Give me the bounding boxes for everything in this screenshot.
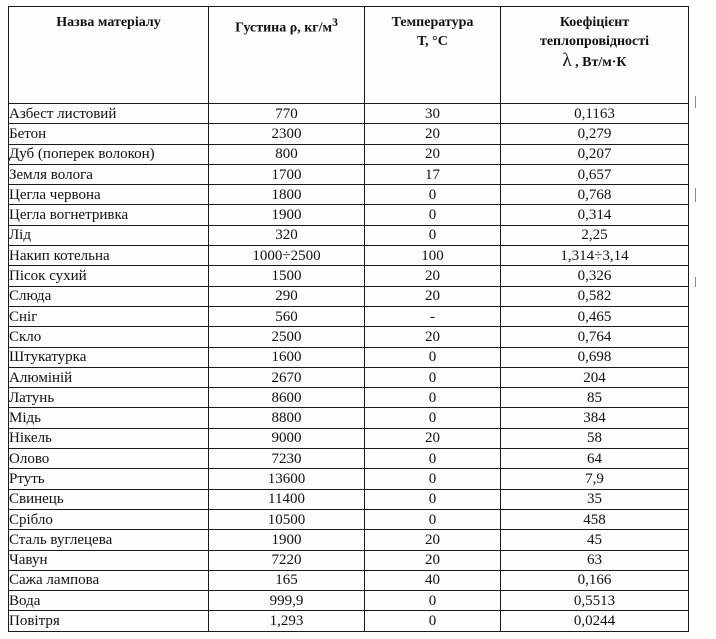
scan-edge-mark — [695, 188, 696, 202]
cell-temperature: 0 — [365, 185, 501, 205]
cell-density: 1800 — [209, 185, 365, 205]
cell-conductivity: 63 — [501, 550, 689, 570]
header-temperature-line1: Температура — [391, 15, 474, 30]
table-row — [9, 509, 689, 529]
cell-temperature: 20 — [365, 144, 501, 164]
cell-conductivity: 85 — [501, 388, 689, 408]
table-row — [9, 266, 689, 286]
table-row — [9, 124, 689, 144]
cell-conductivity: 0,657 — [501, 164, 689, 184]
cell-density: 290 — [209, 286, 365, 306]
table-row — [9, 570, 689, 590]
cell-temperature: 17 — [365, 164, 501, 184]
table-row — [9, 347, 689, 367]
header-temperature-line2: Т, °С — [417, 34, 448, 49]
cell-temperature: 20 — [365, 428, 501, 448]
cell-density: 560 — [209, 306, 365, 326]
cell-conductivity: 0,5513 — [501, 591, 689, 611]
cell-temperature: 0 — [365, 469, 501, 489]
cell-conductivity: 35 — [501, 489, 689, 509]
table-row — [9, 469, 689, 489]
table-row — [9, 286, 689, 306]
cell-conductivity: 58 — [501, 428, 689, 448]
cell-material-name: Алюміній — [9, 367, 209, 387]
cell-material-name: Ртуть — [9, 469, 209, 489]
cell-density: 800 — [209, 144, 365, 164]
cell-density: 1700 — [209, 164, 365, 184]
cell-temperature: 20 — [365, 550, 501, 570]
cell-density: 165 — [209, 570, 365, 590]
header-material-name-text: Назва матеріалу — [56, 15, 161, 30]
table-row — [9, 388, 689, 408]
cell-material-name: Дуб (поперек волокон) — [9, 144, 209, 164]
cell-temperature: 0 — [365, 205, 501, 225]
cell-material-name: Пісок сухий — [9, 266, 209, 286]
cell-density: 11400 — [209, 489, 365, 509]
table-row — [9, 327, 689, 347]
table-row — [9, 611, 689, 631]
header-density-text: Густина ρ, кг/м — [235, 20, 333, 36]
cell-conductivity: 0,1163 — [501, 104, 689, 124]
cell-temperature: 0 — [365, 408, 501, 428]
table-row — [9, 428, 689, 448]
cell-conductivity: 7,9 — [501, 469, 689, 489]
cell-material-name: Чавун — [9, 550, 209, 570]
cell-density: 320 — [209, 225, 365, 245]
cell-material-name: Мідь — [9, 408, 209, 428]
cell-temperature: 20 — [365, 266, 501, 286]
cell-material-name: Сталь вуглецева — [9, 530, 209, 550]
table-row — [9, 104, 689, 124]
header-conductivity-line2: теплопровідності — [539, 34, 650, 49]
cell-material-name: Латунь — [9, 388, 209, 408]
table-row — [9, 225, 689, 245]
cell-temperature: 40 — [365, 570, 501, 590]
cell-temperature: 0 — [365, 367, 501, 387]
cell-material-name: Штукатурка — [9, 347, 209, 367]
header-conductivity — [501, 7, 689, 104]
cell-temperature: 20 — [365, 124, 501, 144]
cell-density: 9000 — [209, 428, 365, 448]
cell-temperature: 20 — [365, 286, 501, 306]
cell-density: 2300 — [209, 124, 365, 144]
thermal-conductivity-table — [8, 6, 689, 632]
header-temperature — [365, 7, 501, 104]
cell-material-name: Земля волога — [9, 164, 209, 184]
cell-conductivity: 0,207 — [501, 144, 689, 164]
header-row — [9, 7, 689, 104]
cell-material-name: Нікель — [9, 428, 209, 448]
cell-density: 1500 — [209, 266, 365, 286]
lambda-symbol: λ — [562, 50, 572, 71]
cell-conductivity: 45 — [501, 530, 689, 550]
cell-temperature: 0 — [365, 225, 501, 245]
header-material-name — [9, 7, 209, 104]
cell-conductivity: 0,166 — [501, 570, 689, 590]
cell-density: 2500 — [209, 327, 365, 347]
cell-conductivity: 64 — [501, 449, 689, 469]
table-row — [9, 408, 689, 428]
cell-temperature: 0 — [365, 591, 501, 611]
table-row — [9, 306, 689, 326]
cell-conductivity: 0,326 — [501, 266, 689, 286]
cell-density: 1600 — [209, 347, 365, 367]
cell-conductivity: 0,314 — [501, 205, 689, 225]
cell-material-name: Повітря — [9, 611, 209, 631]
cell-density: 7230 — [209, 449, 365, 469]
table-row — [9, 246, 689, 266]
table-row — [9, 205, 689, 225]
table-row — [9, 591, 689, 611]
table-row — [9, 164, 689, 184]
cell-density: 770 — [209, 104, 365, 124]
cell-material-name: Срібло — [9, 509, 209, 529]
cell-material-name: Бетон — [9, 124, 209, 144]
cell-density: 1900 — [209, 530, 365, 550]
header-conductivity-unit: , Вт/м·К — [571, 55, 627, 70]
cell-material-name: Накип котельна — [9, 246, 209, 266]
cell-density: 13600 — [209, 469, 365, 489]
table-row — [9, 489, 689, 509]
cell-conductivity: 0,698 — [501, 347, 689, 367]
table-row — [9, 530, 689, 550]
cell-material-name: Сніг — [9, 306, 209, 326]
cell-material-name: Сажа лампова — [9, 570, 209, 590]
cell-material-name: Олово — [9, 449, 209, 469]
cell-material-name: Цегла вогнетривка — [9, 205, 209, 225]
table-row — [9, 449, 689, 469]
cell-density: 10500 — [209, 509, 365, 529]
scan-edge-mark — [695, 277, 696, 287]
cell-material-name: Скло — [9, 327, 209, 347]
cell-temperature: 0 — [365, 388, 501, 408]
cell-conductivity: 2,25 — [501, 225, 689, 245]
cell-temperature: 20 — [365, 530, 501, 550]
table-body — [9, 104, 689, 632]
cell-density: 1900 — [209, 205, 365, 225]
cell-temperature: 0 — [365, 449, 501, 469]
cell-temperature: 30 — [365, 104, 501, 124]
cell-density: 8800 — [209, 408, 365, 428]
cell-density: 1000÷2500 — [209, 246, 365, 266]
cell-temperature: 0 — [365, 347, 501, 367]
cell-conductivity: 0,768 — [501, 185, 689, 205]
cell-density: 1,293 — [209, 611, 365, 631]
cell-temperature: 20 — [365, 327, 501, 347]
cell-conductivity: 0,465 — [501, 306, 689, 326]
cell-temperature: - — [365, 306, 501, 326]
cell-material-name: Вода — [9, 591, 209, 611]
cell-material-name: Слюда — [9, 286, 209, 306]
scan-edge-mark — [695, 96, 696, 108]
cell-temperature: 0 — [365, 611, 501, 631]
cell-material-name: Азбест листовий — [9, 104, 209, 124]
table-row — [9, 144, 689, 164]
cell-conductivity: 0,582 — [501, 286, 689, 306]
cell-conductivity: 0,764 — [501, 327, 689, 347]
header-density-exponent: 3 — [332, 16, 338, 29]
cell-conductivity: 204 — [501, 367, 689, 387]
cell-temperature: 0 — [365, 489, 501, 509]
cell-density: 8600 — [209, 388, 365, 408]
cell-conductivity: 458 — [501, 509, 689, 529]
cell-conductivity: 384 — [501, 408, 689, 428]
cell-material-name: Свинець — [9, 489, 209, 509]
cell-density: 2670 — [209, 367, 365, 387]
cell-conductivity: 0,279 — [501, 124, 689, 144]
cell-density: 999,9 — [209, 591, 365, 611]
table-row — [9, 550, 689, 570]
table-row — [9, 367, 689, 387]
cell-conductivity: 1,314÷3,14 — [501, 246, 689, 266]
cell-material-name: Лід — [9, 225, 209, 245]
cell-material-name: Цегла червона — [9, 185, 209, 205]
header-density — [209, 7, 365, 104]
cell-density: 7220 — [209, 550, 365, 570]
table-row — [9, 185, 689, 205]
cell-conductivity: 0,0244 — [501, 611, 689, 631]
cell-temperature: 100 — [365, 246, 501, 266]
cell-temperature: 0 — [365, 509, 501, 529]
header-conductivity-line1: Коефіцієнт — [559, 15, 630, 30]
